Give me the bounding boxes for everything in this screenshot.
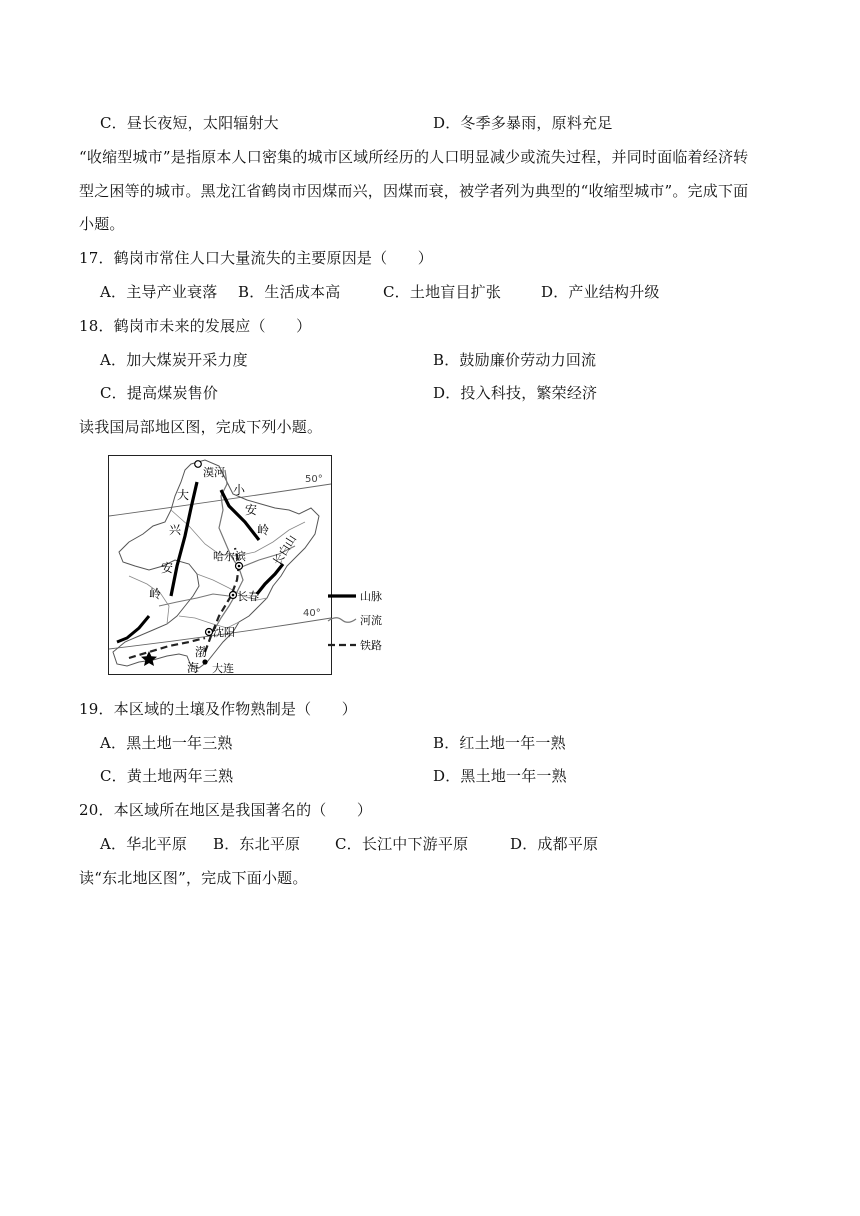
q17-option-d: D．产业结构升级	[541, 283, 660, 301]
label-xing: 兴	[169, 523, 182, 537]
label-xiao-an: 安	[245, 503, 258, 517]
q20-option-a: A．华北平原	[100, 835, 188, 853]
railway-line	[129, 638, 208, 659]
q17-stem: 17．鹤岗市常住人口大量流失的主要原因是（ ）	[79, 249, 433, 267]
river-line	[159, 594, 229, 606]
legend-railway-label: 铁路	[360, 639, 382, 652]
q20-stem: 20．本区域所在地区是我国著名的（ ）	[79, 801, 373, 819]
passage1-line2: 型之困等的城市。黑龙江省鹤岗市因煤而兴，因煤而衰，被学者列为典型的“收缩型城市”。完成下面	[79, 182, 749, 200]
q18-option-d: D．投入科技，繁荣经济	[433, 384, 598, 402]
lat50-line	[109, 484, 331, 516]
dalian-city-marker	[202, 659, 207, 664]
northeast-china-map	[108, 455, 332, 675]
label-dalian: 大连	[212, 662, 234, 674]
passage1-line3: 小题。	[79, 215, 125, 233]
q19-option-c: C．黄土地两年三熟	[100, 767, 234, 785]
q20-option-b: B．东北平原	[213, 835, 301, 853]
label-hai: 海	[187, 661, 200, 674]
q16-option-c: C．昼长夜短，太阳辐射大	[100, 114, 279, 132]
legend-river-symbol	[328, 618, 356, 623]
mohe-city-marker	[195, 461, 202, 468]
q19-option-b: B．红土地一年一熟	[433, 734, 566, 752]
q20-option-d: D．成都平原	[510, 835, 599, 853]
q18-option-b: B．鼓励廉价劳动力回流	[433, 351, 597, 369]
q19-option-d: D．黑土地一年一熟	[433, 767, 567, 785]
passage1-line1: “收缩型城市”是指原本人口密集的城市区域所经历的人口明显减少或流失过程，并同时面临着经济转	[79, 148, 749, 166]
passage3: 读“东北地区图”，完成下面小题。	[79, 869, 308, 887]
label-an: 安	[161, 561, 174, 575]
legend-river-label: 河流	[360, 614, 382, 627]
label-harbin: 哈尔滨	[213, 550, 246, 563]
q19-stem: 19．本区域的土壤及作物熟制是（ ）	[79, 700, 357, 718]
map-legend	[326, 585, 406, 655]
q17-option-c: C．土地盲目扩张	[383, 283, 502, 301]
q19-option-a: A．黑土地一年三熟	[100, 734, 233, 752]
q17-option-b: B．生活成本高	[238, 283, 341, 301]
legend-mountain-label: 山脉	[360, 590, 382, 603]
label-ling: 岭	[149, 587, 162, 601]
label-mohe: 漠河	[203, 466, 225, 479]
label-shenyang: 沈阳	[213, 626, 235, 639]
label-lat50: 50°	[305, 474, 323, 485]
q17-option-a: A．主导产业衰落	[100, 283, 218, 301]
q18-option-a: A．加大煤炭开采力度	[100, 351, 248, 369]
q18-option-c: C．提高煤炭售价	[100, 384, 219, 402]
passage2: 读我国局部地区图，完成下列小题。	[79, 418, 323, 436]
label-xiao: 小	[233, 483, 246, 497]
label-changbaishan: 长白山	[270, 532, 300, 568]
label-bo: 渤	[195, 645, 208, 659]
label-xiao-ling: 岭	[257, 523, 270, 537]
label-da: 大	[177, 488, 190, 502]
label-lat40: 40°	[303, 608, 321, 619]
label-changchun: 长春	[237, 590, 259, 603]
q16-option-d: D．冬季多暴雨，原料充足	[433, 114, 613, 132]
q18-stem: 18．鹤岗市未来的发展应（ ）	[79, 317, 312, 335]
q20-option-c: C．长江中下游平原	[335, 835, 469, 853]
